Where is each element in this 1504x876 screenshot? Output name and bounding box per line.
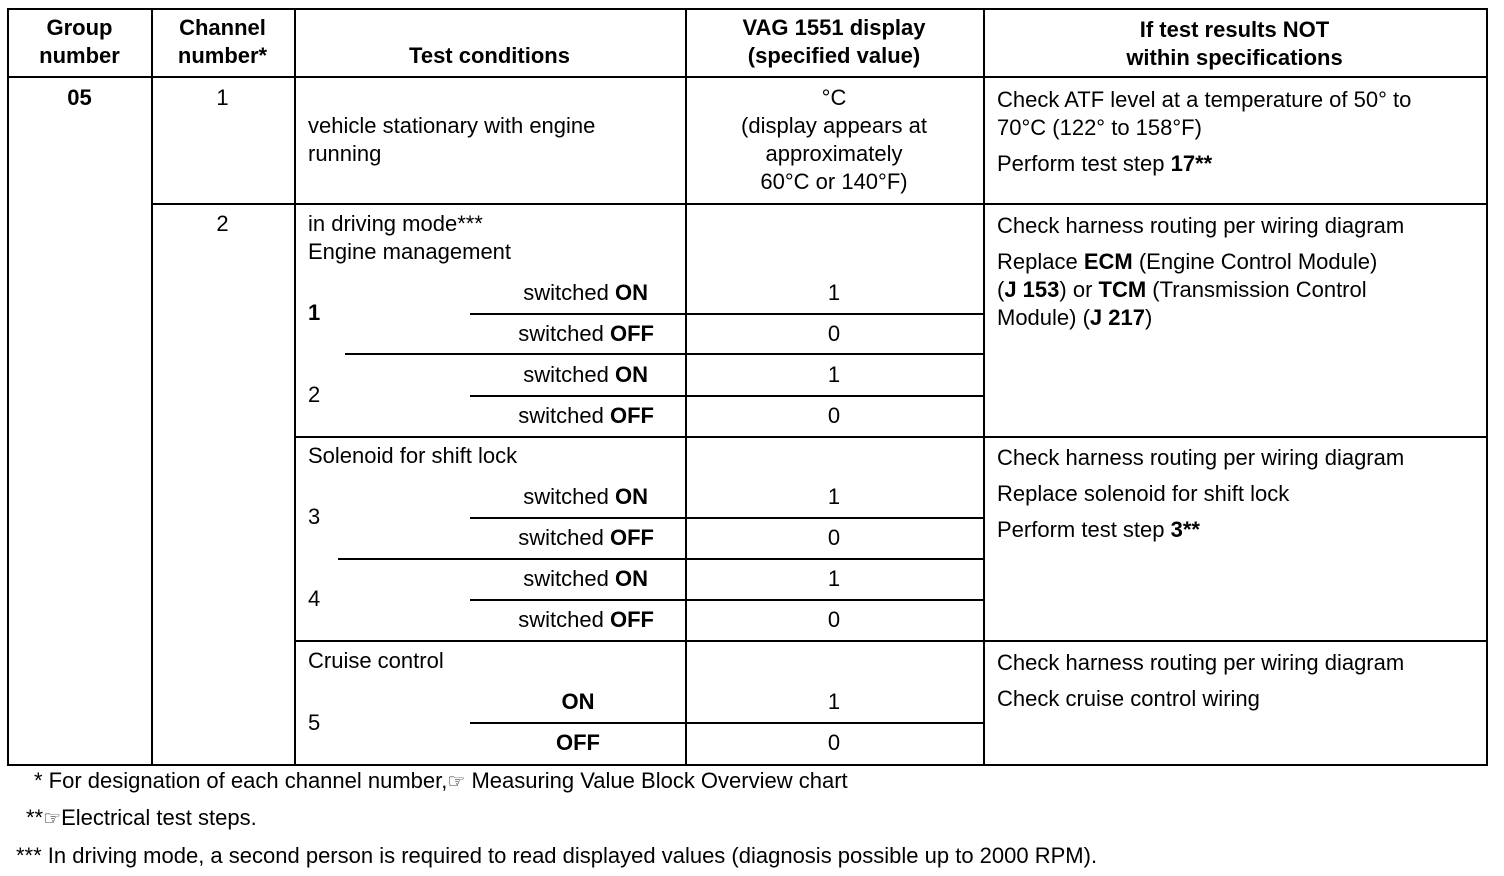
sub3-mid-line [470, 517, 985, 519]
header-divider [8, 76, 1488, 78]
table-border-right [1486, 8, 1488, 766]
sub5-mid-line [470, 722, 985, 724]
header-test-conditions: Test conditions [409, 43, 570, 68]
sub3-off-value: 0 [827, 525, 841, 550]
row1-divider [151, 203, 1488, 205]
sub4-mid-line [470, 599, 985, 601]
sub3-off-label: switched OFF [518, 525, 654, 550]
sub2-on-label: switched ON [523, 362, 648, 387]
table-border-bottom [8, 764, 1488, 766]
solenoid-results: Check harness routing per wiring diagram Replace solenoid for shift lock Perform test step 3** [997, 445, 1405, 542]
reference-hand-icon: ☞ [447, 771, 466, 793]
sub4-off-value: 0 [827, 607, 841, 632]
engine-results: Check harness routing per wiring diagram Replace ECM (Engine Control Module) (J 153) or TCM (Transmission Control Module) (J 217) [997, 213, 1405, 330]
sub5-off-label: OFF [556, 730, 600, 755]
row1-test-conditions: vehicle stationary with engine running [308, 113, 596, 166]
engine-conditions: in driving mode*** Engine management [308, 211, 512, 264]
sub3-on-label: switched ON [523, 484, 648, 509]
solenoid-section-divider [294, 640, 1488, 642]
sub-number-5: 5 [308, 710, 321, 735]
sub2-on-value: 1 [827, 362, 841, 387]
col-sep-2 [294, 8, 296, 766]
sub1-mid-line [470, 313, 985, 315]
row1-display-value: °C (display appears at approximately 60°C or 140°F) [741, 85, 927, 194]
sub1-off-value: 0 [827, 321, 841, 346]
cruise-results: Check harness routing per wiring diagram Check cruise control wiring [997, 650, 1405, 711]
row1-results: Check ATF level at a temperature of 50° to 70°C (122° to 158°F) Perform test step 17** [997, 87, 1412, 176]
sub5-on-value: 1 [827, 689, 841, 714]
footnote-2: **☞Electrical test steps. [26, 805, 257, 830]
sub1-on-label: switched ON [523, 280, 648, 305]
channel-number-1: 1 [216, 85, 229, 110]
header-display: VAG 1551 display (specified value) [742, 15, 926, 68]
header-group: Group number [39, 15, 120, 68]
solenoid-conditions: Solenoid for shift lock [308, 443, 518, 468]
sub-number-2: 2 [308, 382, 321, 407]
table-border-top [8, 8, 1488, 10]
sub2-off-value: 0 [827, 403, 841, 428]
footnote-3: *** In driving mode, a second person is required to read displayed values (diagnosis possible up to 2000 RPM). [16, 843, 1098, 868]
header-results: If test results NOT within specifications [1126, 17, 1343, 70]
col-sep-1 [151, 8, 153, 766]
sub1-on-value: 1 [827, 280, 841, 305]
sub3-end-line [338, 558, 985, 560]
sub-number-3: 3 [308, 504, 321, 529]
sub-number-1: 1 [308, 300, 321, 325]
sub4-on-value: 1 [827, 566, 841, 591]
sub2-off-label: switched OFF [518, 403, 654, 428]
cruise-conditions: Cruise control [308, 648, 444, 673]
engine-section-divider [294, 436, 1488, 438]
sub-number-4: 4 [308, 586, 321, 611]
sub1-end-line [345, 353, 985, 355]
footnote-1: * For designation of each channel number,☞ Measuring Value Block Overview chart [34, 768, 848, 793]
sub1-off-label: switched OFF [518, 321, 654, 346]
group-number: 05 [67, 85, 92, 110]
sub2-mid-line [470, 395, 985, 397]
sub4-off-label: switched OFF [518, 607, 654, 632]
sub3-on-value: 1 [827, 484, 841, 509]
header-channel: Channel number* [177, 15, 268, 68]
channel-number-2: 2 [216, 211, 229, 236]
sub4-on-label: switched ON [523, 566, 648, 591]
table-border-left [7, 8, 9, 766]
col-sep-4 [983, 8, 985, 766]
sub5-on-label: ON [561, 689, 595, 714]
sub5-off-value: 0 [827, 730, 841, 755]
reference-hand-icon: ☞ [43, 808, 62, 830]
